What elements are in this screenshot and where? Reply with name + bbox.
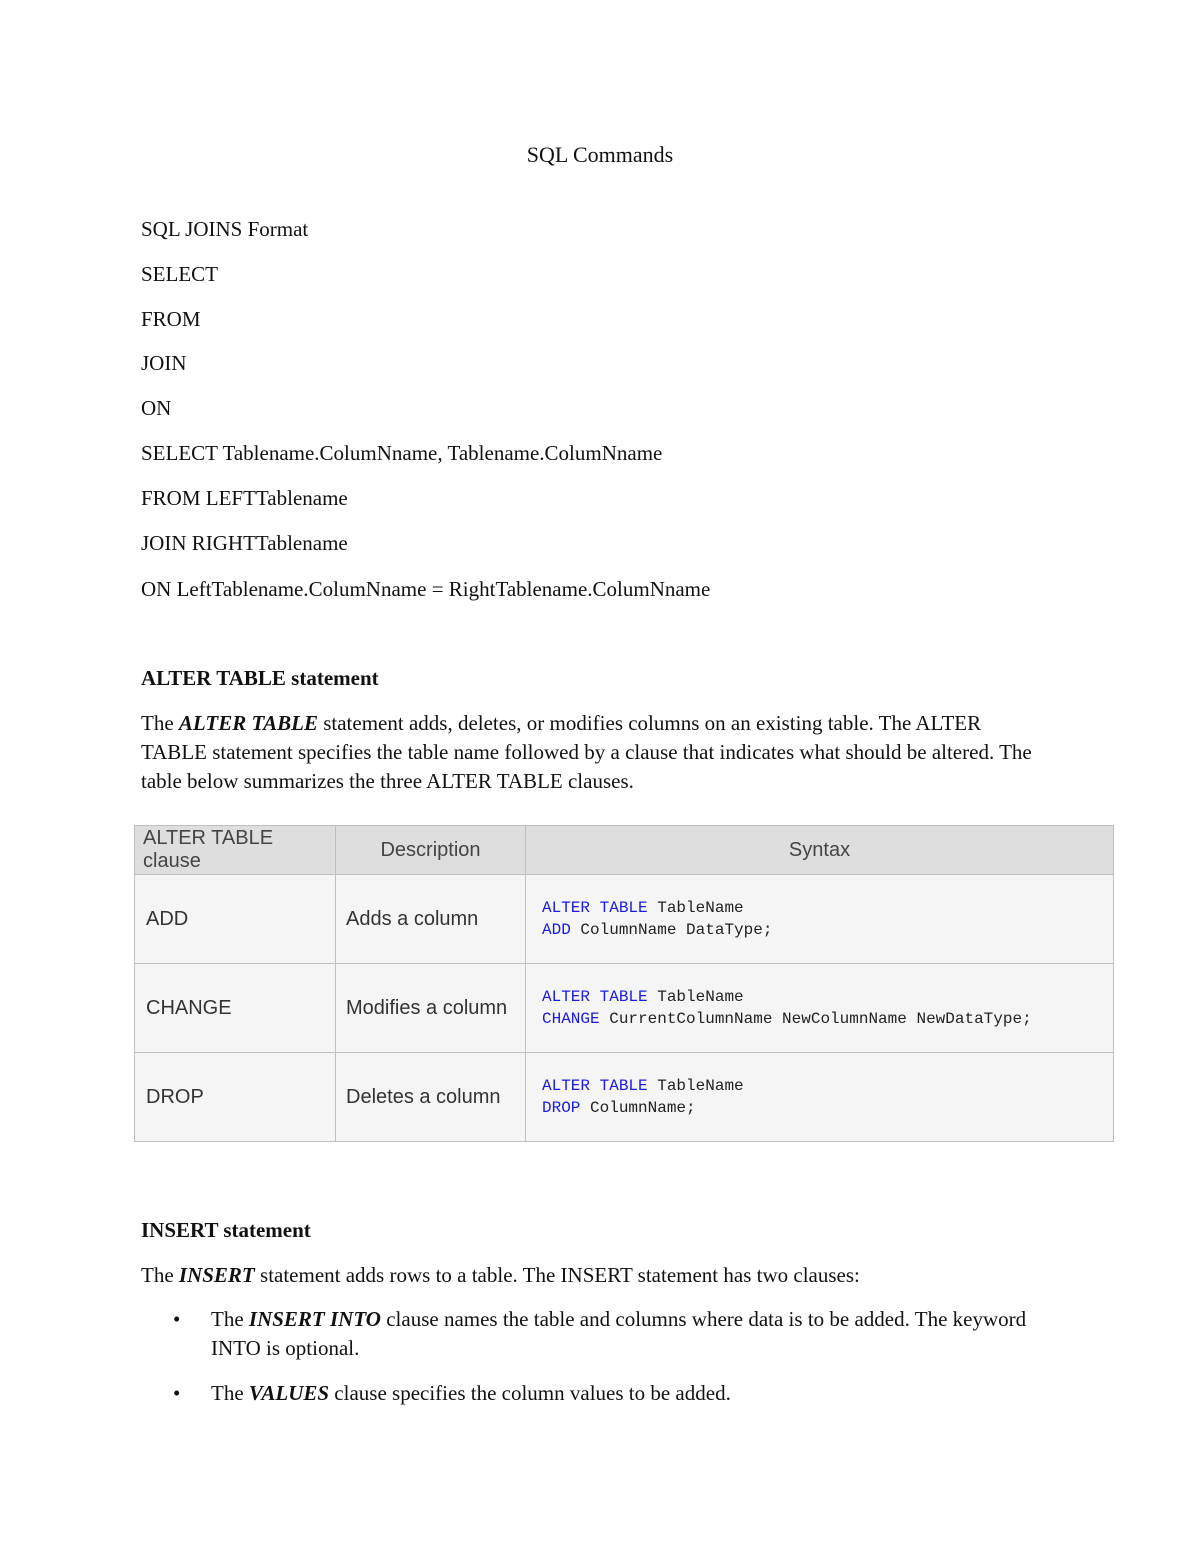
joins-line: FROM: [141, 307, 201, 331]
description-cell: Modifies a column: [336, 964, 526, 1053]
bullet-keyword: INSERT INTO: [248, 1307, 381, 1331]
clause-cell: ADD: [135, 875, 336, 964]
joins-line: ON LeftTablename.ColumNname = RightTablename.ColumNname: [141, 577, 711, 601]
table-row: [135, 875, 1114, 964]
syntax-keyword: ADD: [542, 921, 571, 939]
header-clause: ALTER TABLE clause: [135, 826, 336, 875]
syntax-text: ColumnName DataType;: [570, 921, 773, 939]
syntax-keyword: ALTER TABLE: [542, 988, 648, 1006]
list-item: [141, 1379, 1061, 1408]
header-syntax: Syntax: [526, 826, 1114, 875]
insert-para-prefix: The: [141, 1263, 179, 1287]
syntax-cell: [526, 875, 1114, 964]
alter-paragraph: [141, 709, 1041, 796]
joins-line: JOIN RIGHTTablename: [141, 531, 348, 555]
description-cell: Adds a column: [336, 875, 526, 964]
page-title: SQL Commands: [526, 142, 674, 167]
alter-para-prefix: The: [141, 711, 179, 735]
syntax-keyword: DROP: [542, 1099, 581, 1117]
syntax-cell: [526, 964, 1114, 1053]
bullet-icon: •: [173, 1381, 181, 1405]
joins-line: SELECT: [141, 262, 218, 286]
header-description: Description: [336, 826, 526, 875]
joins-line: SELECT Tablename.ColumNname, Tablename.ColumNname: [141, 441, 663, 465]
syntax-keyword: ALTER TABLE: [542, 1077, 648, 1095]
insert-heading: INSERT statement: [141, 1218, 311, 1242]
joins-line: JOIN: [141, 351, 187, 375]
table-header-row: [135, 826, 1114, 875]
syntax-text: TableName: [647, 899, 744, 917]
insert-para-rest: statement adds rows to a table. The INSERT statement has two clauses:: [254, 1263, 860, 1287]
bullet-prefix: The: [211, 1307, 249, 1331]
syntax-keyword: CHANGE: [542, 1010, 600, 1028]
syntax-text: TableName: [647, 988, 744, 1006]
joins-line: ON: [141, 396, 172, 420]
alter-heading: ALTER TABLE statement: [141, 666, 379, 690]
alter-para-rest: statement adds, deletes, or modifies columns on an existing table. The ALTER TABLE statement specifies the table name followed by a clause that indicates what should be altered. The table below summarizes the three ALTER TABLE clauses.: [141, 711, 1032, 793]
syntax-keyword: ALTER TABLE: [542, 899, 648, 917]
syntax-text: CurrentColumnName NewColumnName NewDataType;: [599, 1010, 1032, 1028]
alter-table: [134, 825, 1114, 1142]
bullet-icon: •: [173, 1307, 181, 1331]
table-row: [135, 1053, 1114, 1142]
syntax-text: ColumnName;: [580, 1099, 696, 1117]
insert-paragraph: [141, 1261, 1041, 1290]
alter-para-keyword: ALTER TABLE: [178, 711, 318, 735]
clause-cell: CHANGE: [135, 964, 336, 1053]
joins-heading: SQL JOINS Format: [141, 217, 309, 241]
bullet-rest: clause specifies the column values to be added.: [329, 1381, 731, 1405]
table-row: [135, 964, 1114, 1053]
bullet-keyword: VALUES: [248, 1381, 330, 1405]
insert-para-keyword: INSERT: [178, 1263, 255, 1287]
description-cell: Deletes a column: [336, 1053, 526, 1142]
syntax-text: TableName: [647, 1077, 744, 1095]
bullet-prefix: The: [211, 1381, 249, 1405]
syntax-cell: [526, 1053, 1114, 1142]
list-item: [141, 1305, 1061, 1363]
bullet-rest: clause names the table and columns where data is to be added. The keyword INTO is optional.: [211, 1307, 1027, 1360]
insert-clause-list: [141, 1305, 1061, 1424]
joins-line: FROM LEFTTablename: [141, 486, 348, 510]
clause-cell: DROP: [135, 1053, 336, 1142]
